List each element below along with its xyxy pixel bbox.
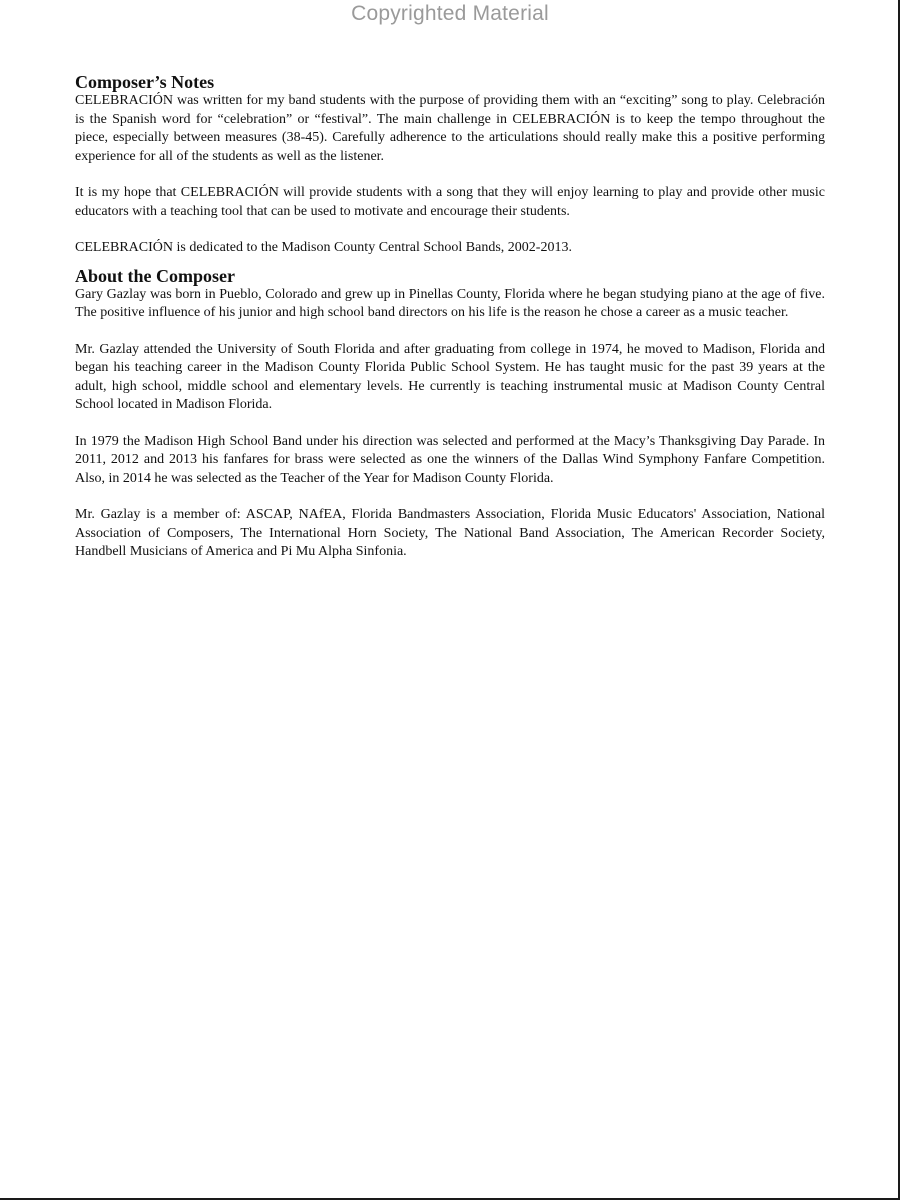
document-body <box>75 72 825 580</box>
composers-notes-paragraph: CELEBRACIÓN was written for my band students with the purpose of providing them with an “exciting” song to play. Celebración is the Spanish word for “celebration” or “festival”. The main challenge in CELEBRACIÓN is to keep the tempo throughout the piece, especially between measures (38-45). Carefully adherence to the articulations should really make this a positive performing experience for all of the students as well as the listener. <box>75 93 825 164</box>
composers-notes-paragraph: CELEBRACIÓN is dedicated to the Madison County Central School Bands, 2002-2013. <box>75 240 572 255</box>
composers-notes-heading: Composer’s Notes <box>75 72 215 92</box>
about-composer-paragraph: In 1979 the Madison High School Band under his direction was selected and performed at the Macy’s Thanksgiving Day Parade. In 2011, 2012 and 2013 his fanfares for brass were selected as one the winners of the Dallas Wind Symphony Fanfare Competition. Also, in 2014 he was selected as the Teacher of the Year for Madison County Florida. <box>75 433 825 486</box>
about-composer-paragraph: Gary Gazlay was born in Pueblo, Colorado and grew up in Pinellas County, Florida where he began studying piano at the age of five. The positive influence of his junior and high school band directors on his life is the reason he chose a career as a music teacher. <box>75 286 825 320</box>
about-composer-paragraph: Mr. Gazlay is a member of: ASCAP, NAfEA, Florida Bandmasters Association, Florida Music Educators' Association, National Association of Composers, The International Horn Society, The National Band Association, The American Recorder Society, Handbell Musicians of America and Pi Mu Alpha Sinfonia. <box>75 507 825 559</box>
composers-notes-paragraph: It is my hope that CELEBRACIÓN will provide students with a song that they will enjoy learning to play and provide other music educators with a teaching tool that can be used to motivate and encourage their students. <box>75 185 825 219</box>
about-composer-heading: About the Composer <box>75 265 235 286</box>
about-composer-paragraph: Mr. Gazlay attended the University of South Florida and after graduating from college in 1974, he moved to Madison, Florida and began his teaching career in the Madison County Florida Public School System. He has taught music for the past 39 years at the adult, high school, middle school and elementary levels. He currently is teaching instrumental music at Madison County Central School located in Madison Florida. <box>75 341 825 412</box>
copyright-watermark: Copyrighted Material <box>351 2 549 25</box>
